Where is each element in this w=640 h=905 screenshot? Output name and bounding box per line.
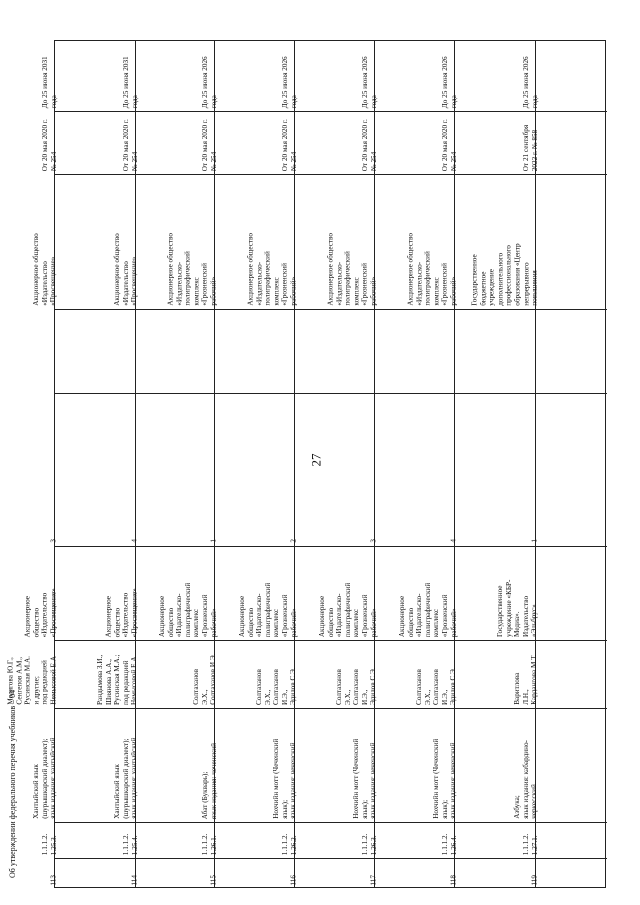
cell-no bbox=[49, 858, 135, 889]
cell-text-grade: 1 bbox=[209, 539, 218, 543]
cell-grade bbox=[289, 393, 374, 546]
cell-text-grade: 2 bbox=[289, 539, 298, 543]
cell-publisher1 bbox=[496, 546, 607, 640]
page-number: 27 bbox=[308, 453, 324, 467]
cell-text-authors: Варитлова Л.Н., Кардангова М.Т. bbox=[513, 654, 539, 705]
cell-text-publisher1: Государственное учреждение «КБР- Медиа». Издательство «Эльбрус» bbox=[496, 579, 539, 637]
cell-text-order: От 20 мая 2020 г. № 254 bbox=[440, 118, 458, 171]
cell-text-grade: 4 bbox=[449, 539, 458, 543]
cell-text-authors: Молягова Ю.Г., Сенгепов А.М., Русинская М.А. и другие; под редакцией Немысовой Е.А bbox=[6, 656, 58, 705]
cell-text-term: До 25 июня 2026 года bbox=[521, 56, 539, 108]
cell-title bbox=[513, 708, 607, 822]
cell-text-publisher2: Акционерное общество «Издательство «Просвещение» bbox=[113, 233, 139, 306]
cell-text-grade: 3 bbox=[369, 539, 378, 543]
cell-text-no: 118 bbox=[449, 875, 458, 886]
cell-text-title: Хантыйский язык (шурышкарский диалект); язык издания: хантыйский bbox=[113, 737, 139, 819]
cell-publisher2 bbox=[470, 174, 607, 309]
cell-no bbox=[209, 858, 294, 889]
cell-text-publisher1: Акционерное общество «Издательско- полиграфический комплекс «Грозненский рабочий» bbox=[397, 582, 458, 637]
cell-text-code: 1.1.1.2. 1.26.2. bbox=[280, 833, 298, 855]
cell-text-code: 1.1.1.2. 1.27.1. bbox=[521, 833, 539, 855]
cell-text-order: От 20 мая 2020 г. № 254 bbox=[40, 118, 58, 171]
cell-term bbox=[521, 41, 607, 111]
cell-order bbox=[521, 111, 607, 174]
cell-text-publisher2: Акционерное общество «Издательско- полиграфический комплекс «Грозненский рабочий» bbox=[326, 233, 378, 306]
cell-no bbox=[289, 858, 374, 889]
cell-text-code: 1.1.1.2. 1.25.3. bbox=[40, 833, 58, 855]
cell-text-order: От 20 мая 2020 г. № 254 bbox=[360, 118, 378, 171]
cell-text-term: До 25 июня 2026 года bbox=[280, 56, 298, 108]
cell-text-term: До 25 июня 2026 года bbox=[360, 56, 378, 108]
cell-text-term: До 25 июня 2031 года bbox=[121, 56, 139, 108]
cell-text-title: Нохчийн мотт (Чеченский язык); язык издания: чеченский bbox=[352, 738, 378, 819]
cell-text-title: Азбука; язык издания: кабардино- черкесский bbox=[513, 740, 539, 819]
cell-text-code: 1.1.1.2. 1.26.4. bbox=[440, 833, 458, 855]
cell-extra bbox=[536, 309, 607, 393]
cell-text-title: Абат (Букварь); язык издания: чеченский bbox=[200, 742, 218, 819]
cell-no bbox=[369, 858, 454, 889]
cell-extra bbox=[455, 309, 535, 393]
cell-text-no: 116 bbox=[289, 875, 298, 886]
cell-text-title: Хантыйский язык (шурышкарский диалект); язык издания: хантыйский bbox=[32, 737, 58, 819]
cell-text-publisher2: Акционерное общество «Издательско- полиграфический комплекс «Грозненский рабочий» bbox=[406, 233, 458, 306]
cell-text-order: От 21 сентября 2022 г. № 858 bbox=[521, 124, 539, 171]
cell-extra bbox=[295, 309, 374, 393]
cell-text-publisher1: Акционерное общество «Издательско- полиграфический комплекс «Грозненский рабочий» bbox=[237, 582, 298, 637]
cell-extra bbox=[375, 309, 454, 393]
cell-grade bbox=[209, 393, 294, 546]
cell-text-authors: Солтаханов Э.Х., Солтаханов И.Э., Эдилов С.Э. bbox=[255, 667, 298, 705]
cell-extra bbox=[215, 309, 294, 393]
cell-text-grade: 1 bbox=[530, 539, 539, 543]
cell-extra bbox=[136, 309, 214, 393]
cell-text-authors: Солтаханов Э.Х., Солтаханов И.Э., Эдилов С.Э. bbox=[335, 667, 378, 705]
cell-text-no: 114 bbox=[130, 875, 139, 886]
cell-text-authors: Рандымова З.И., Шиянова А.А., Русинская М.А.; под редакцией Немысовой Е.А bbox=[96, 654, 139, 705]
table-row bbox=[470, 41, 607, 887]
cell-no bbox=[449, 858, 535, 889]
cell-grade bbox=[369, 393, 454, 546]
cell-text-publisher2: Государственное бюджетное учреждение дополнительного профессионального образования «Центр непрерывного повышения bbox=[470, 243, 539, 306]
cell-text-publisher2: Акционерное общество «Издательско- полиграфический комплекс «Грозненский рабочий» bbox=[246, 233, 298, 306]
cell-text-order: От 20 мая 2020 г. № 254 bbox=[280, 118, 298, 171]
cell-text-publisher1: Акционерное общество «Издательско- полиграфический комплекс «Грозненский рабочий» bbox=[317, 582, 378, 637]
cell-grade bbox=[49, 393, 135, 546]
cell-text-grade: 4 bbox=[130, 539, 139, 543]
cell-text-publisher1: Акционерное общество «Издательство «Просвещение» bbox=[104, 587, 139, 637]
cell-grade bbox=[130, 393, 214, 546]
cell-text-publisher2: Акционерное общество «Издательство «Просвещение» bbox=[32, 233, 58, 306]
cell-text-code: 1.1.1.2. 1.25.4. bbox=[121, 833, 139, 855]
cell-text-term: До 25 июня 2026 года bbox=[440, 56, 458, 108]
cell-text-no: 119 bbox=[530, 875, 539, 886]
cell-text-order: От 20 мая 2020 г. № 254 bbox=[121, 118, 139, 171]
cell-text-publisher1: Акционерное общество «Издательско- полиграфический комплекс «Грозненский рабочий» bbox=[157, 582, 218, 637]
cell-text-no: 113 bbox=[49, 875, 58, 886]
cell-text-title: Нохчийн мотт (Чеченский язык); язык издания: чеченский bbox=[272, 738, 298, 819]
cell-authors bbox=[513, 640, 607, 708]
cell-text-code: 1.1.1.2. 1.26.1. bbox=[200, 833, 218, 855]
cell-text-term: До 25 июня 2026 года bbox=[200, 56, 218, 108]
cell-text-publisher2: Акционерное общество «Издательско- полиграфический комплекс «Грозненский рабочий» bbox=[166, 233, 218, 306]
cell-text-no: 117 bbox=[369, 875, 378, 886]
cell-code bbox=[521, 822, 607, 858]
cell-text-authors: Солтаханов Э.Х., Солтаханов И.Э., Эдилов С.Э. bbox=[415, 667, 458, 705]
cell-extra bbox=[55, 309, 135, 393]
cell-text-no: 115 bbox=[209, 875, 218, 886]
cell-text-term: До 25 июня 2031 года bbox=[40, 56, 58, 108]
cell-text-code: 1.1.1.2. 1.26.3. bbox=[360, 833, 378, 855]
cell-text-grade: 3 bbox=[49, 539, 58, 543]
cell-text-order: От 20 мая 2020 г. № 254 bbox=[200, 118, 218, 171]
footer-note: Об утверждении федерального перечня учебников – 04 bbox=[8, 689, 17, 878]
cell-text-title: Нохчийн мотт (Чеченский язык); язык издания: чеченский bbox=[432, 738, 458, 819]
cell-no bbox=[130, 858, 214, 889]
cell-grade bbox=[449, 393, 535, 546]
cell-text-publisher1: Акционерное общество «Издательство «Просвещение» bbox=[23, 587, 58, 637]
cell-no bbox=[530, 858, 607, 889]
cell-grade bbox=[530, 393, 607, 546]
cell-text-authors: Солтаханов Э.Х., Солтаханов И.Э. bbox=[192, 653, 218, 705]
